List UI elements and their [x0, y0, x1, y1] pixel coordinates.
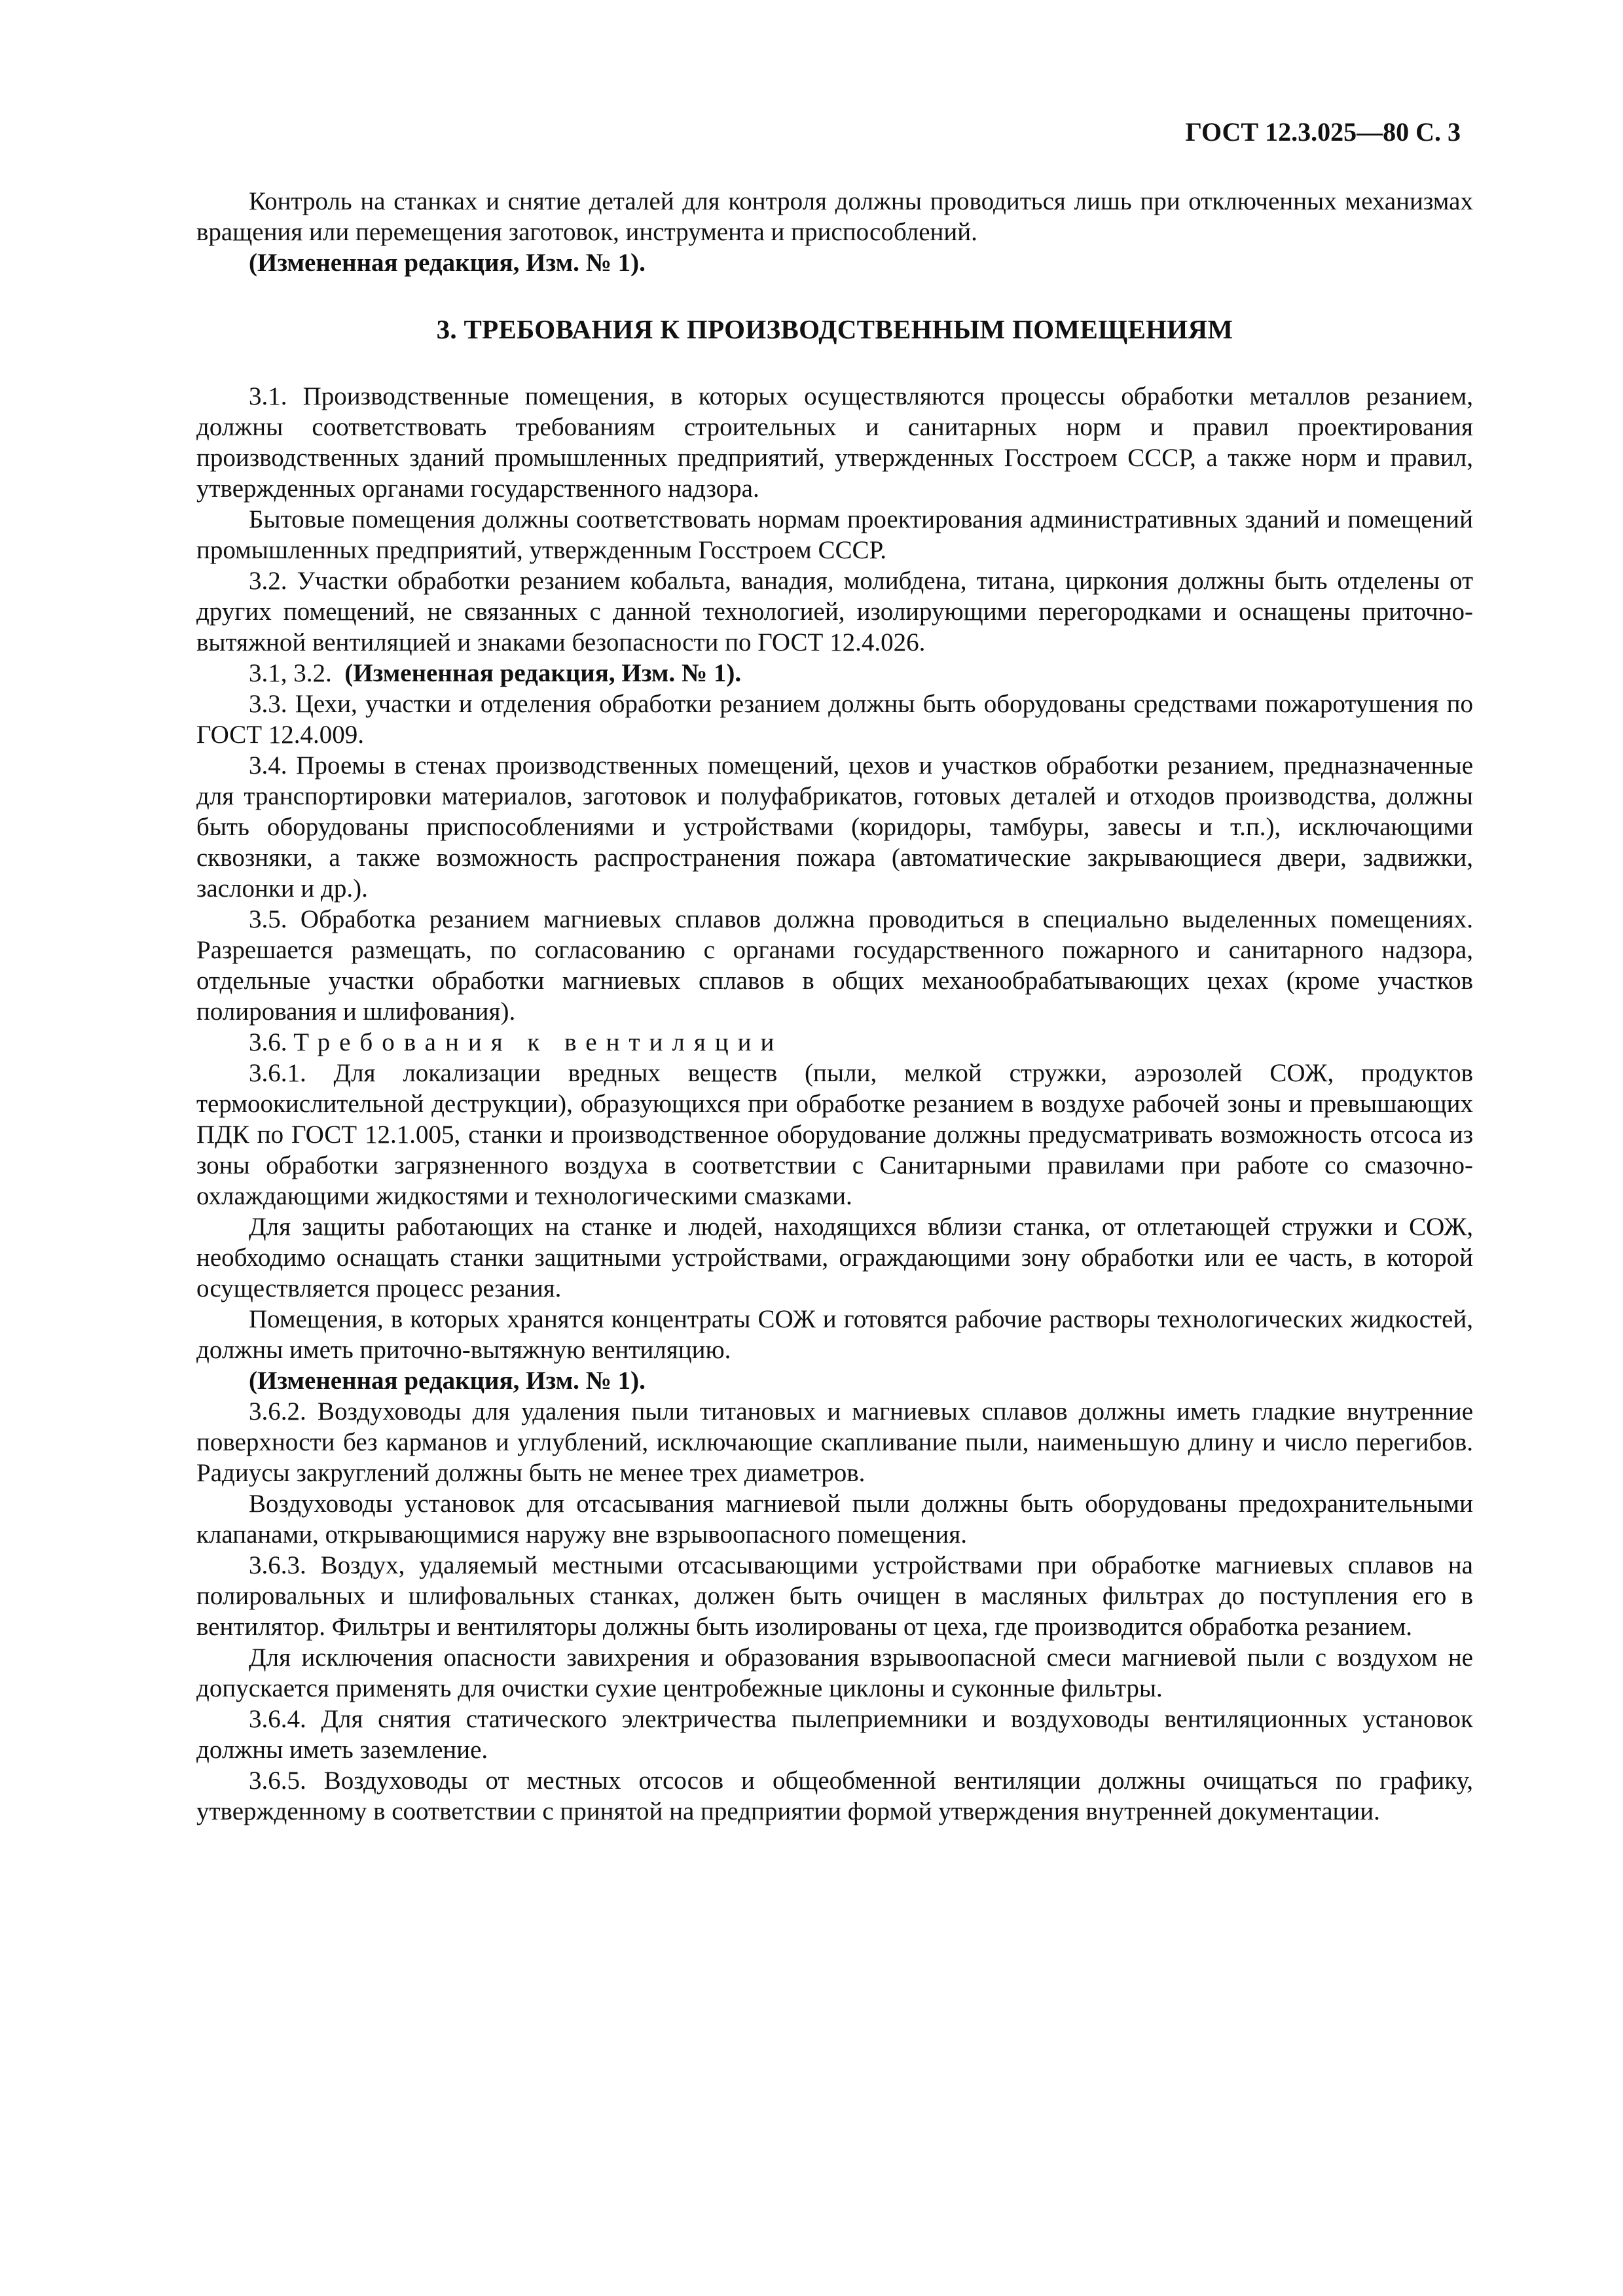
paragraph-3-6-3-b: Для исключения опасности завихрения и образования взрывоопасной смеси магниевой пыли с воздухом не допускается применять для очистки сухие центробежные циклоны и суконные фильтры.: [196, 1643, 1473, 1702]
paragraph-intro: Контроль на станках и снятие деталей для контроля должны проводиться лишь при отключенных механизмах вращения или перемещения заготовок, инструмента и приспособлений.: [196, 187, 1473, 246]
paragraph-3-2: 3.2. Участки обработки резанием кобальта, ванадия, молибдена, титана, циркония должны быть отделены от других помещений, не связанных с данной технологией, изолирующими перегородками и оснащены приточно-вытяжной вентиляцией и знаками безопасности по ГОСТ 12.4.026.: [196, 567, 1473, 656]
amendment-note: (Измененная редакция, Изм. № 1).: [249, 249, 646, 277]
paragraph-3-6-4: 3.6.4. Для снятия статического электричества пылеприемники и воздуховоды вентиляционных установок должны иметь заземление.: [196, 1705, 1473, 1764]
paragraph-3-6-2-b: Воздуховоды установок для отсасывания магниевой пыли должны быть оборудованы предохранительными клапанами, открывающимися наружу вне взрывоопасного помещения.: [196, 1490, 1473, 1549]
amendment-note: (Измененная редакция, Изм. № 1).: [249, 1367, 646, 1395]
paragraph-3-1-3-2-amendment: [196, 658, 1473, 689]
paragraph-3-5: 3.5. Обработка резанием магниевых сплавов должна проводиться в специально выделенных помещениях. Разрешается размещать, по согласованию с органами государственного пожарного и санитарного надзора, отдельные участки обработки магниевых сплавов в общих механообрабатывающих цехах (кроме участков полирования и шлифования).: [196, 905, 1473, 1026]
page-header: ГОСТ 12.3.025—80 С. 3: [1185, 117, 1461, 147]
subsection-3-6-heading: [196, 1027, 1473, 1058]
paragraph-3-6-5: 3.6.5. Воздуховоды от местных отсосов и общеобменной вентиляции должны очищаться по графику, утвержденному в соответствии с принятой на предприятии формой утверждения внутренней документации.: [196, 1767, 1473, 1825]
clause-number: 3.6.: [249, 1028, 287, 1056]
paragraph-3-1-b: Бытовые помещения должны соответствовать нормам проектирования административных зданий и помещений промышленных предприятий, утвержденным Госстроем СССР.: [196, 505, 1473, 564]
subsection-title: Требования к вентиляции: [293, 1028, 784, 1056]
paragraph-3-6-2: 3.6.2. Воздуховоды для удаления пыли титановых и магниевых сплавов должны иметь гладкие внутренние поверхности без карманов и углублений, исключающие скапливание пыли, наименьшую длину и число перегибов. Радиусы закруглений должны быть не менее трех диаметров.: [196, 1397, 1473, 1487]
amendment-note: (Измененная редакция, Изм. № 1).: [344, 659, 742, 687]
paragraph-3-1: 3.1. Производственные помещения, в которых осуществляются процессы обработки металлов резанием, должны соответствовать требованиям строительных и санитарных норм и правил проектирования производственных зданий промышленных предприятий, утвержденных Госстроем СССР, а также норм и правил, утвержденных органами государственного надзора.: [196, 382, 1473, 503]
clause-numbers: 3.1, 3.2.: [249, 659, 332, 687]
paragraph-3-3: 3.3. Цехи, участки и отделения обработки резанием должны быть оборудованы средствами пожаротушения по ГОСТ 12.4.009.: [196, 690, 1473, 749]
paragraph-3-6-1: 3.6.1. Для локализации вредных веществ (пыли, мелкой стружки, аэрозолей СОЖ, продуктов термоокислительной деструкции), образующихся при обработке резанием в воздухе рабочей зоны и превышающих ПДК по ГОСТ 12.1.005, станки и производственное оборудование должны предусматривать возможность отсоса из зоны обработки загрязненного воздуха в соответствии с Санитарными правилами при работе со смазочно-охлаждающими жидкостями и технологическими смазками.: [196, 1059, 1473, 1210]
paragraph-3-6-1-c: Помещения, в которых хранятся концентраты СОЖ и готовятся рабочие растворы технологических жидкостей, должны иметь приточно-вытяжную вентиляцию.: [196, 1305, 1473, 1364]
paragraph-3-4: 3.4. Проемы в стенах производственных помещений, цехов и участков обработки резанием, предназначенные для транспортировки материалов, заготовок и полуфабрикатов, готовых деталей и отходов производства, должны быть оборудованы приспособлениями и устройствами (коридоры, тамбуры, завесы и т.п.), исключающими сквозняки, а также возможность распространения пожара (автоматические закрывающиеся двери, задвижки, заслонки и др.).: [196, 751, 1473, 903]
paragraph-3-6-1-b: Для защиты работающих на станке и людей, находящихся вблизи станка, от отлетающей стружки и СОЖ, необходимо оснащать станки защитными устройствами, ограждающими зону обработки или ее часть, в которой осуществляется процесс резания.: [196, 1213, 1473, 1302]
section-title: 3. ТРЕБОВАНИЯ К ПРОИЗВОДСТВЕННЫМ ПОМЕЩЕНИЯМ: [436, 314, 1233, 344]
document-body: [196, 186, 1473, 1827]
paragraph-3-6-3: 3.6.3. Воздух, удаляемый местными отсасывающими устройствами при обработке магниевых сплавов на полировальных и шлифовальных станках, должен быть очищен в масляных фильтрах до поступления его в вентилятор. Фильтры и вентиляторы должны быть изолированы от цеха, где производится обработка резанием.: [196, 1551, 1473, 1641]
